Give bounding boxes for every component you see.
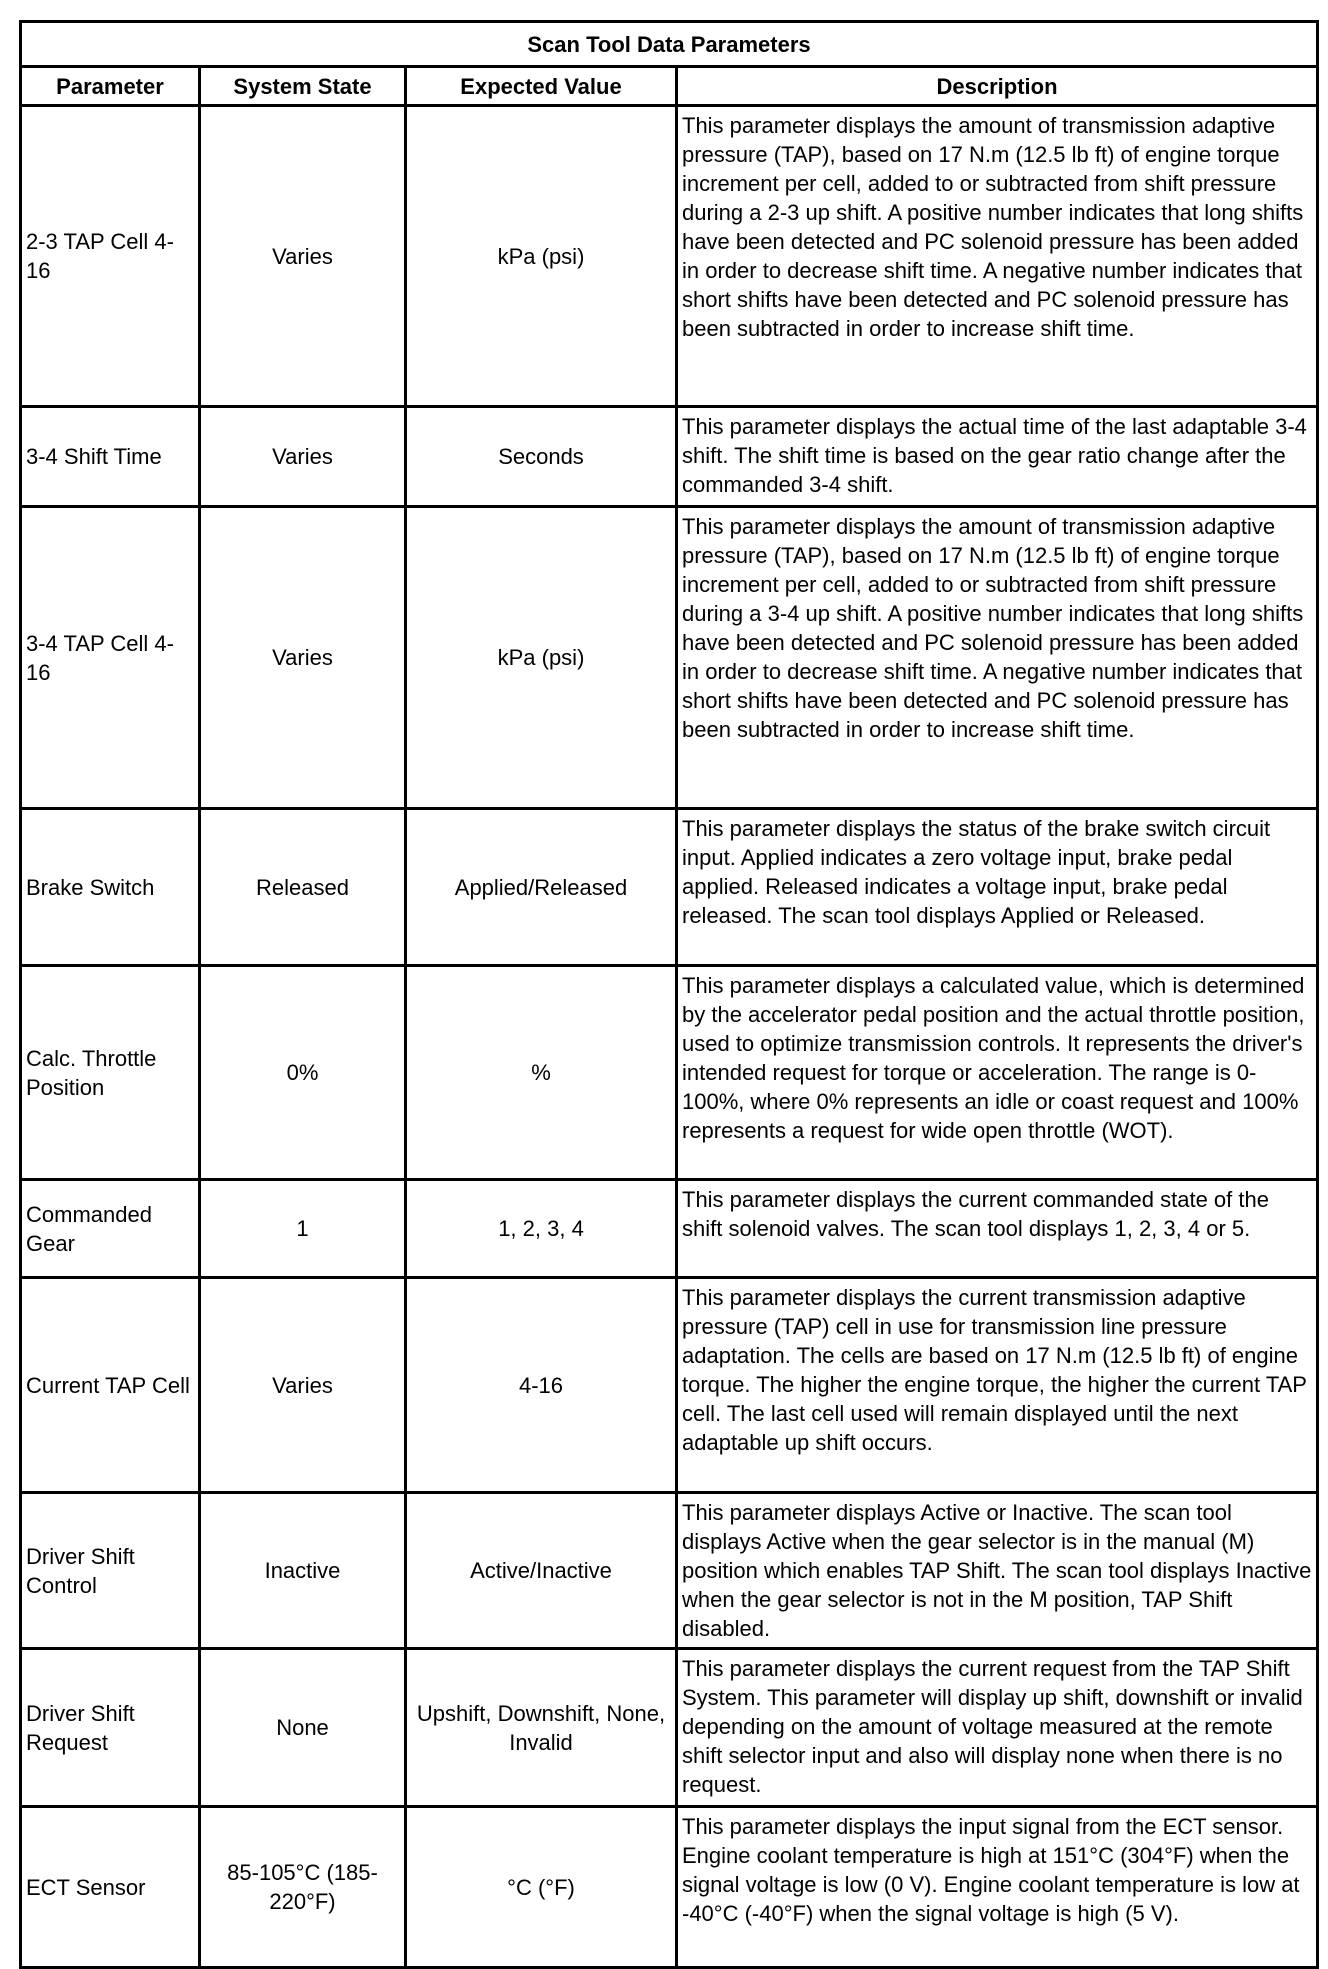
parameter-cell: 3-4 Shift Time <box>21 407 200 507</box>
system-state-cell: None <box>200 1649 406 1807</box>
expected-value-cell: 1, 2, 3, 4 <box>406 1180 677 1278</box>
expected-value-cell: °C (°F) <box>406 1807 677 1968</box>
system-state-cell: 0% <box>200 966 406 1180</box>
header-expected-value: Expected Value <box>406 67 677 106</box>
description-cell: This parameter displays the amount of transmission adaptive pressure (TAP), based on 17 N.m (12.5 lb ft) of engine torque increment per cell, added to or subtracted from shift pressure during a 2-3 up shift. A positive number indicates that long shifts have been detected and PC solenoid pressure has been added in order to decrease shift time. A negative number indicates that short shifts have been detected and PC solenoid pressure has been subtracted in order to increase shift time. <box>677 106 1318 407</box>
description-cell: This parameter displays Active or Inactive. The scan tool displays Active when the gear selector is in the manual (M) position which enables TAP Shift. The scan tool displays Inactive when the gear selector is not in the M position, TAP Shift disabled. <box>677 1493 1318 1649</box>
table-row <box>21 407 1318 507</box>
header-description: Description <box>677 67 1318 106</box>
parameter-cell: ECT Sensor <box>21 1807 200 1968</box>
parameter-cell: Current TAP Cell <box>21 1278 200 1493</box>
description-cell: This parameter displays the input signal from the ECT sensor. Engine coolant temperature is high at 151°C (304°F) when the signal voltage is low (0 V). Engine coolant temperature is low at -40°C (-40°F) when the signal voltage is high (5 V). <box>677 1807 1318 1968</box>
description-cell: This parameter displays the status of the brake switch circuit input. Applied indicates a zero voltage input, brake pedal applied. Released indicates a voltage input, brake pedal released. The scan tool displays Applied or Released. <box>677 809 1318 966</box>
expected-value-cell: kPa (psi) <box>406 106 677 407</box>
table-row <box>21 1180 1318 1278</box>
parameter-cell: 3-4 TAP Cell 4-16 <box>21 507 200 809</box>
parameter-cell: Calc. Throttle Position <box>21 966 200 1180</box>
parameter-cell: Driver Shift Request <box>21 1649 200 1807</box>
parameter-cell: Driver Shift Control <box>21 1493 200 1649</box>
system-state-cell: 1 <box>200 1180 406 1278</box>
table-row <box>21 1278 1318 1493</box>
system-state-cell: Varies <box>200 507 406 809</box>
system-state-cell: Varies <box>200 407 406 507</box>
table-row <box>21 1807 1318 1968</box>
table-row <box>21 106 1318 407</box>
table-row <box>21 507 1318 809</box>
expected-value-cell: Seconds <box>406 407 677 507</box>
parameter-cell: Brake Switch <box>21 809 200 966</box>
system-state-cell: Varies <box>200 106 406 407</box>
description-cell: This parameter displays the current request from the TAP Shift System. This parameter will display up shift, downshift or invalid depending on the amount of voltage measured at the remote shift selector input and also will display none when there is no request. <box>677 1649 1318 1807</box>
system-state-cell: Inactive <box>200 1493 406 1649</box>
description-cell: This parameter displays the amount of transmission adaptive pressure (TAP), based on 17 N.m (12.5 lb ft) of engine torque increment per cell, added to or subtracted from shift pressure during a 3-4 up shift. A positive number indicates that long shifts have been detected and PC solenoid pressure has been added in order to decrease shift time. A negative number indicates that short shifts have been detected and PC solenoid pressure has been subtracted in order to increase shift time. <box>677 507 1318 809</box>
expected-value-cell: % <box>406 966 677 1180</box>
table-row <box>21 966 1318 1180</box>
expected-value-cell: Active/Inactive <box>406 1493 677 1649</box>
description-cell: This parameter displays a calculated value, which is determined by the accelerator pedal position and the actual throttle position, used to optimize transmission controls. It represents the driver's intended request for torque or acceleration. The range is 0-100%, where 0% represents an idle or coast request and 100% represents a request for wide open throttle (WOT). <box>677 966 1318 1180</box>
expected-value-cell: Upshift, Downshift, None, Invalid <box>406 1649 677 1807</box>
description-cell: This parameter displays the current commanded state of the shift solenoid valves. The scan tool displays 1, 2, 3, 4 or 5. <box>677 1180 1318 1278</box>
table-row <box>21 1649 1318 1807</box>
expected-value-cell: Applied/Released <box>406 809 677 966</box>
system-state-cell: Varies <box>200 1278 406 1493</box>
parameter-cell: Commanded Gear <box>21 1180 200 1278</box>
description-cell: This parameter displays the current transmission adaptive pressure (TAP) cell in use for transmission line pressure adaptation. The cells are based on 17 N.m (12.5 lb ft) of engine torque. The higher the engine torque, the higher the current TAP cell. The last cell used will remain displayed until the next adaptable up shift occurs. <box>677 1278 1318 1493</box>
table-row <box>21 809 1318 966</box>
table-title: Scan Tool Data Parameters <box>21 22 1318 67</box>
header-system-state: System State <box>200 67 406 106</box>
parameter-cell: 2-3 TAP Cell 4-16 <box>21 106 200 407</box>
header-parameter: Parameter <box>21 67 200 106</box>
description-cell: This parameter displays the actual time of the last adaptable 3-4 shift. The shift time is based on the gear ratio change after the commanded 3-4 shift. <box>677 407 1318 507</box>
scan-tool-data-table <box>19 20 1319 1969</box>
table-row <box>21 1493 1318 1649</box>
system-state-cell: Released <box>200 809 406 966</box>
system-state-cell: 85-105°C (185-220°F) <box>200 1807 406 1968</box>
expected-value-cell: kPa (psi) <box>406 507 677 809</box>
expected-value-cell: 4-16 <box>406 1278 677 1493</box>
